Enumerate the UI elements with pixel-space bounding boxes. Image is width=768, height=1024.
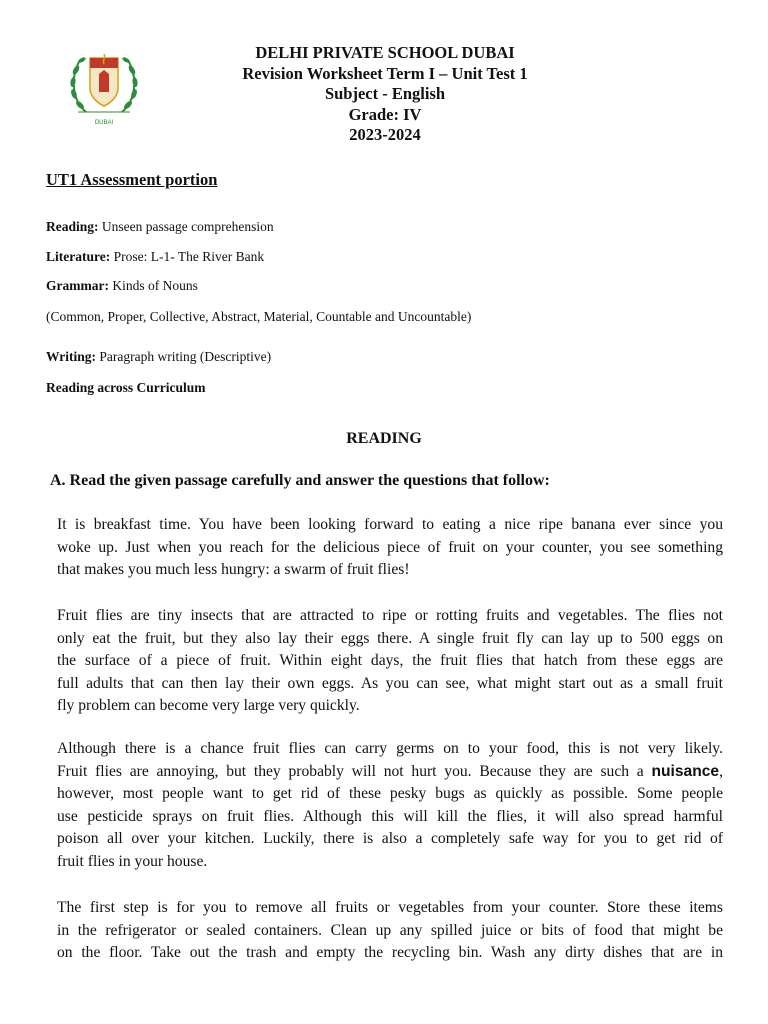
passage-line: on the floor. Take out the trash and empty the recycling bin. Wash any dirty dishes that are in: [57, 944, 723, 962]
keyword-nuisance: nuisance: [651, 762, 720, 780]
reading-title: READING: [346, 430, 422, 447]
passage-line: use pesticide sprays on fruit flies. Although this will kill the flies, it will also spread harmful: [57, 807, 723, 825]
passage-line-with-keyword: [57, 761, 723, 784]
school-name: DELHI PRIVATE SCHOOL DUBAI: [255, 43, 515, 62]
portion-value: Paragraph writing (Descriptive): [96, 349, 272, 364]
assessment-heading: UT1 Assessment portion: [46, 170, 218, 189]
passage-line: the surface of a piece of fruit. Within eight days, the fruit flies that hatch from these eggs are: [57, 652, 723, 670]
portion-label: Grammar:: [46, 278, 109, 293]
portion-writing: [46, 349, 271, 365]
passage-line: woke up. Just when you reach for the delicious piece of fruit on your counter, you see something: [57, 538, 723, 556]
worksheet-header: [210, 43, 560, 146]
logo-caption: DUBAI: [94, 120, 114, 126]
portion-label: Literature:: [46, 249, 111, 264]
grade-line: Grade: IV: [348, 104, 422, 124]
portion-label: Reading across Curriculum: [46, 380, 206, 395]
passage-text: Fruit flies are annoying, but they probably will not hurt you. Because they are such a: [57, 762, 652, 780]
passage-line: The first step is for you to remove all fruits or vegetables from your counter. Store these items: [57, 899, 723, 916]
portion-grammar: [46, 278, 198, 294]
passage-line: It is breakfast time. You have been looking forward to eating a nice ripe banana ever since you: [57, 516, 723, 533]
portion-label: Writing:: [46, 349, 96, 364]
question-a: A. Read the given passage carefully and answer the questions that follow:: [50, 472, 550, 489]
grammar-detail: (Common, Proper, Collective, Abstract, Material, Countable and Uncountable): [46, 309, 472, 324]
passage-line: only eat the fruit, but they also lay their eggs there. A single fruit fly can lay up to 500 eggs on: [57, 629, 723, 647]
portion-label: Reading:: [46, 219, 99, 234]
passage-line: fly problem can become very large very quickly.: [57, 697, 360, 715]
subject-line: Subject - English: [324, 84, 446, 103]
portion-value: Kinds of Nouns: [108, 278, 198, 293]
portion-reading: [46, 219, 274, 235]
passage-line: however, most people want to get rid of these pesky bugs as quickly as possible. Some people: [57, 785, 723, 803]
passage-paragraph-3: [57, 738, 723, 874]
shield-icon: [90, 54, 118, 106]
portion-literature: [46, 249, 264, 265]
passage-line: fruit flies in your house.: [57, 852, 208, 870]
passage-line: Fruit flies are tiny insects that are attracted to ripe or rotting fruits and vegetables. The flies not: [57, 607, 723, 624]
passage-line: in the refrigerator or sealed containers. Clean up any spilled juice or bits of food that might be: [57, 921, 723, 939]
passage-paragraph-2: [57, 605, 723, 718]
passage-text: ,: [719, 762, 723, 780]
portion-value: Prose: L-1- The River Bank: [110, 249, 265, 264]
passage-line: Although there is a chance fruit flies can carry germs on to your food, this is not very likely.: [57, 740, 723, 757]
portion-value: Unseen passage comprehension: [98, 219, 274, 234]
portion-across-curriculum: [46, 380, 206, 396]
passage-line: poison all over your kitchen. Luckily, there is also a completely safe way for you to get rid of: [57, 830, 723, 848]
passage-line: full adults that can then lay their own eggs. As you can see, what might start out as a small fruit: [57, 674, 723, 692]
passage-line: that makes you much less hungry: a swarm of fruit flies!: [57, 561, 410, 579]
school-logo: [64, 40, 144, 130]
passage-paragraph-1: [57, 514, 723, 582]
academic-year: 2023-2024: [349, 125, 421, 144]
passage-paragraph-4: [57, 897, 723, 965]
worksheet-title: Revision Worksheet Term I – Unit Test 1: [242, 63, 528, 83]
